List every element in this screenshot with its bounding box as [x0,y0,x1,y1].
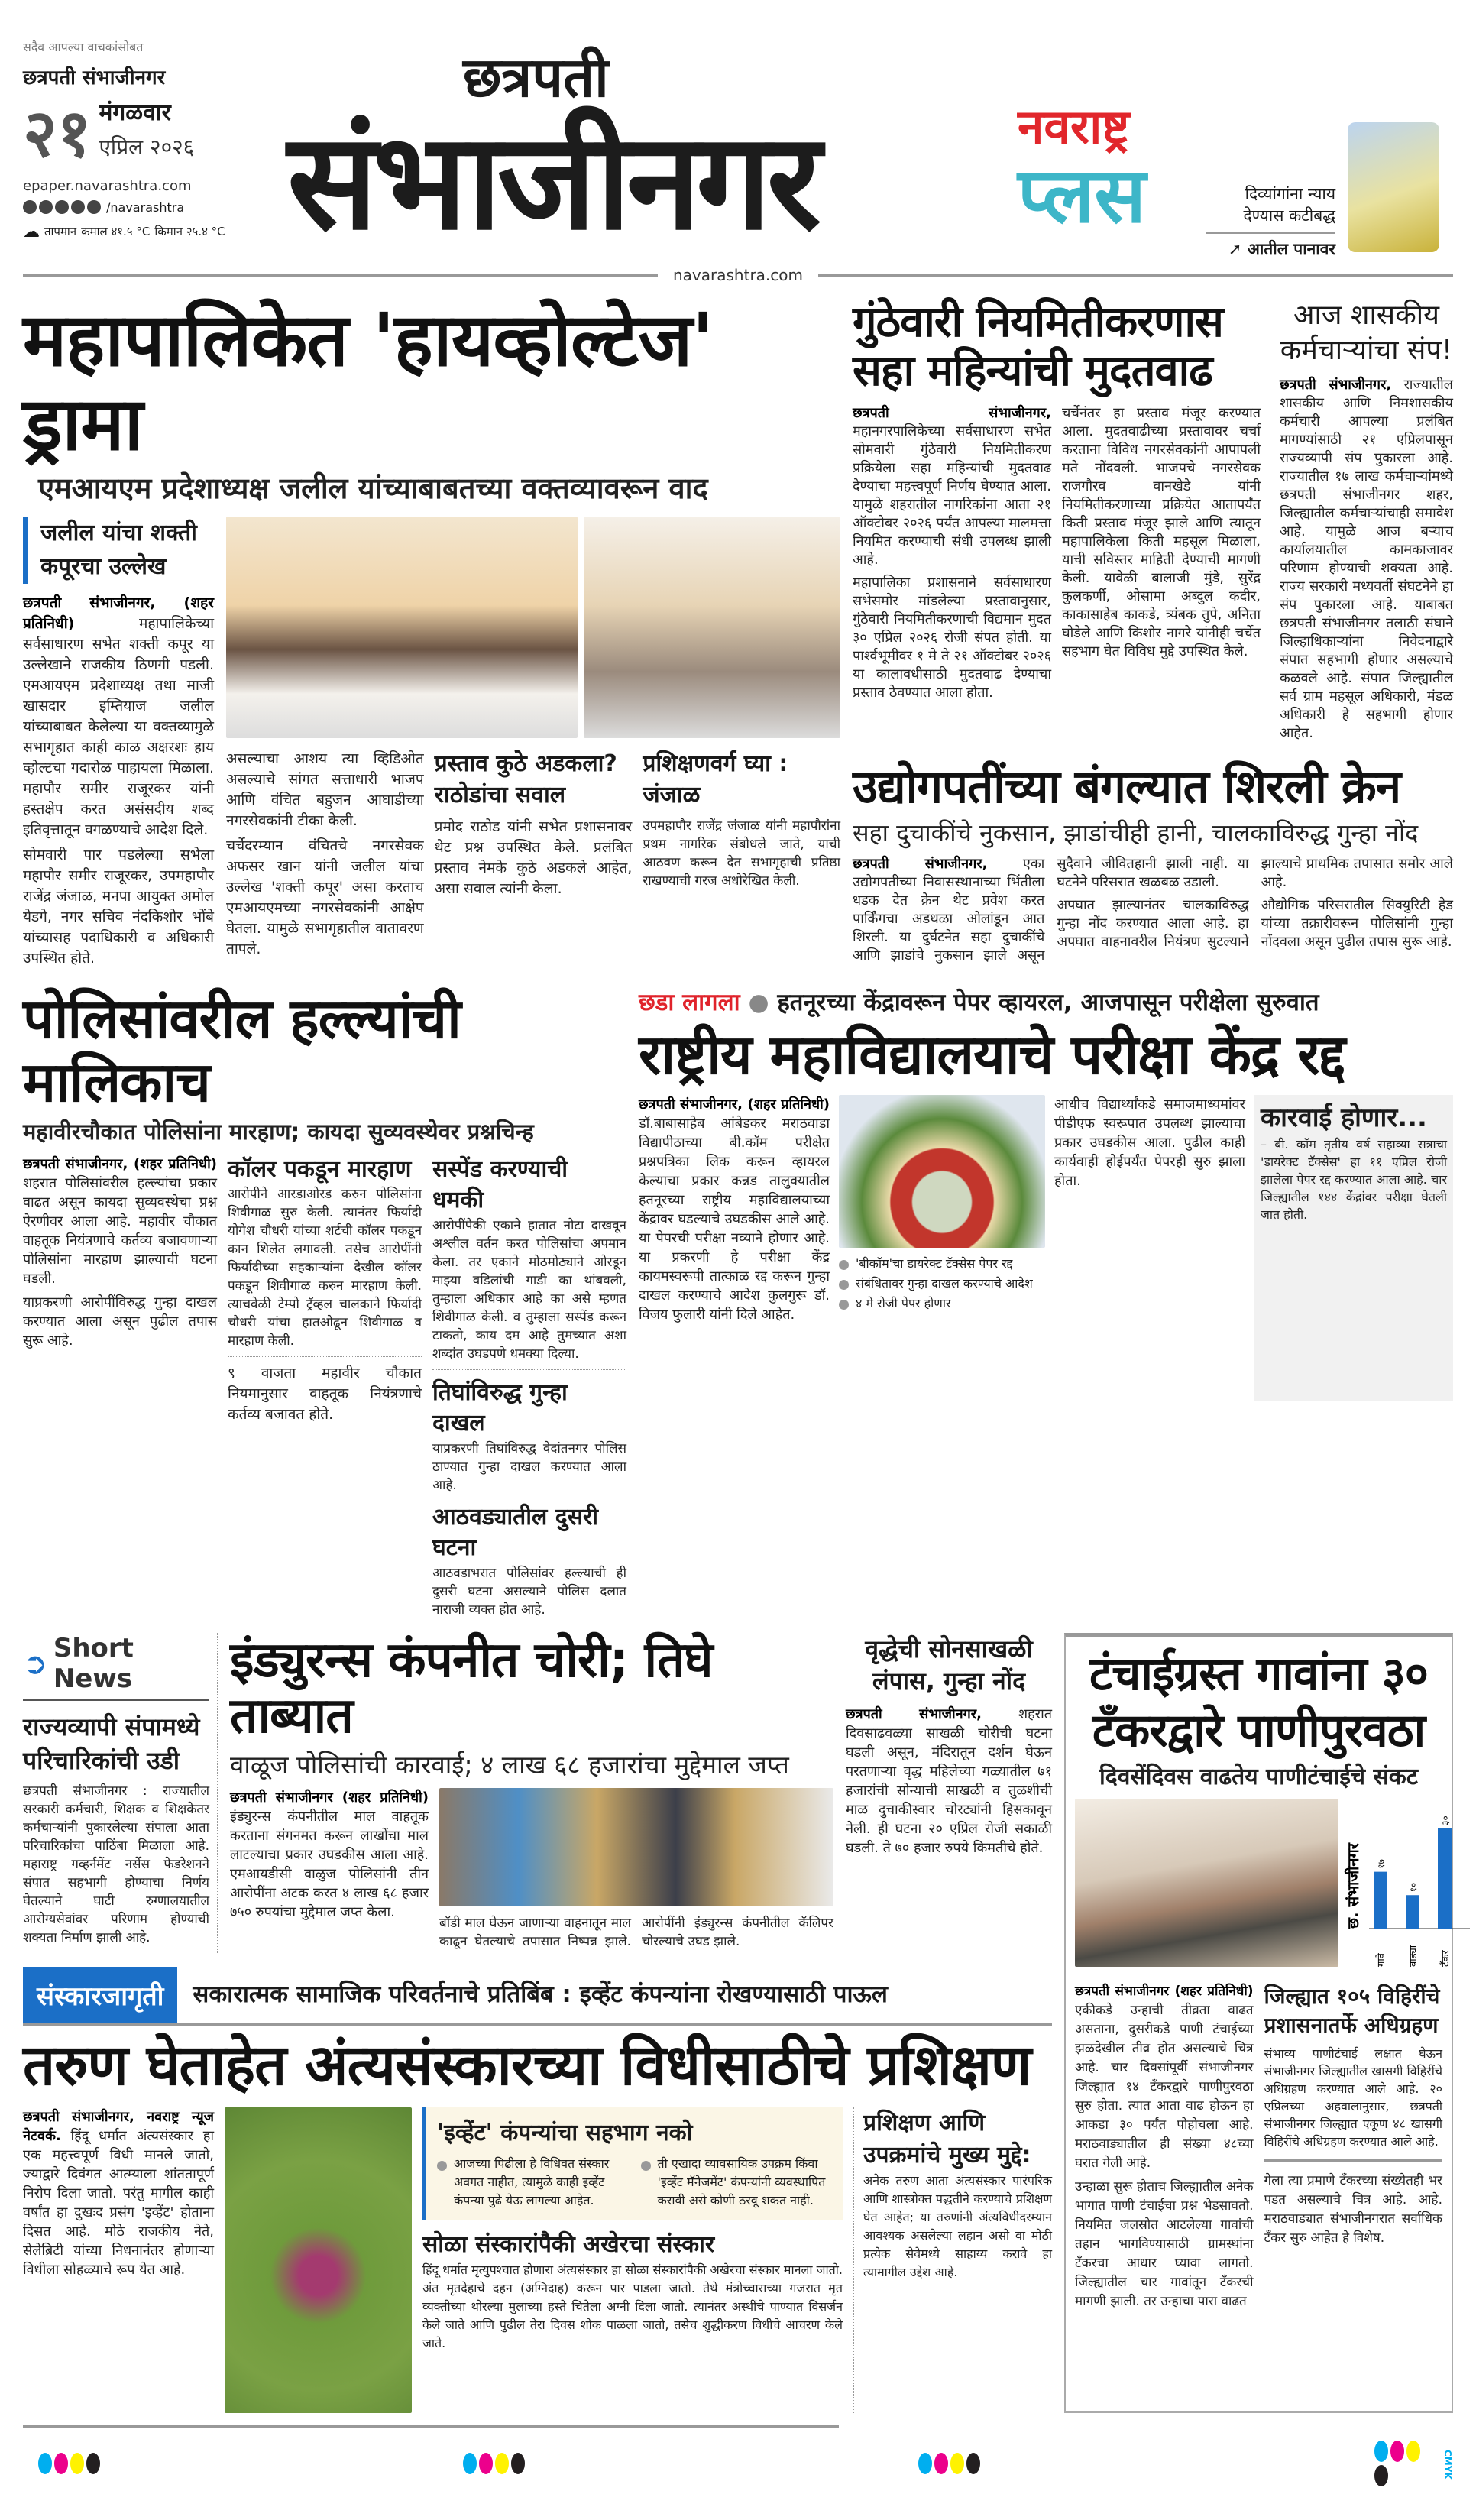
dateline: छत्रपती संभाजीनगर, (शहर प्रतिनिधी) [23,1155,217,1172]
paragraph: आधीच विद्यार्थ्यांकडे समाजमाध्यमांवर पीडीएफ स्वरूपात उपलब्ध झाल्याचा प्रकार उघडकीस आला. पुढील काही कार्यवाही होईपर्यंत पेपरही सुरु झाला होता. [1054,1096,1245,1190]
paragraph: प्रमोद राठोड यांनी सभेत प्रशासनावर थेट प्रश्न उपस्थित केले. प्रलंबित प्रस्ताव नेमके कुठे अडकले आहेत, असा सवाल त्यांनी केला. [434,818,633,898]
paragraph: असल्याचा आशय त्या व्हिडिओत असल्याचे सांगत सत्ताधारी भाजप आणि वंचित बहुजन आघाडीच्या नगरसेवकांनी टीका केली. [226,750,424,830]
paragraph: अनेक तरुण आता अंत्यसंस्कार पारंपरिक आणि शास्त्रोक्त पद्धतीने करण्याचे प्रशिक्षण घेत आहेत; या तरुणांनी अंत्यविधीदरम्यान आवश्यक असलेल्या लहान असो वा मोठी प्रत्येक सेवेमध्ये साहाय्य करावे हा त्यामागील उद्देश आहे. [863,2172,1052,2279]
action-box [1254,1095,1453,1401]
paragraph: राज्यातील शासकीय आणि निमशासकीय कर्मचारी आपल्या प्रलंबित मागण्यांसाठी २१ एप्रिलपासून राज्यव्यापी संप पुकारला आहे. राज्यातील १७ लाख कर्मचाऱ्यांमध्ये छत्रपती संभाजीनगर शहर, जिल्ह्यातील कर्मचाऱ्यांचाही समावेश आहे. यामुळे आज बऱ्याच कार्यालयातील कामकाजावर परिणाम होण्याची शक्यता आहे. राज्य सरकारी मध्यवर्ती संघटनेने हा संप पुकारला आहे. याबाबत छत्रपती संभाजीनगर तलाठी संघाने जिल्हाधिकाऱ्यांना निवेदनाद्वारे संपात सहभागी होणार असल्याचे कळवले आहे. संपात जिल्ह्यातील सर्व ग्राम महसूल अधिकारी, मंडळ अधिकारी हे सहभागी होणार आहेत. [1280,377,1453,741]
chart-bar [1406,1895,1419,1929]
paragraph: उपमहापौर राजेंद्र जंजाळ यांनी महापौरांना प्रथम नागरिक संबोधले जाते, याची आठवण करून देत सभागृहाची प्रतिष्ठा राखण्याची गरज अधोरेखित केली. [643,818,840,889]
dateline: छत्रपती संभाजीनगर, [1280,377,1392,393]
paragraph: महानगरपालिकेच्या सर्वसाधारण सभेत सोमवारी गुंठेवारी नियमितीकरण प्रक्रियेला सहा महिन्यांची मुदतवाढ देण्याचा महत्त्वपूर्ण निर्णय घेण्यात आला. यामुळे शहरातील नागरिकांना आता २१ ऑक्टोबर २०२६ पर्यंत आपल्या मालमत्ता नियमित करण्याची संधी उपलब्ध झाली आहे. [853,423,1051,568]
paragraph: महापालिकेच्या सर्वसाधारण सभेत शक्ती कपूर या उल्लेखाने राजकीय ठिणगी पडली. एमआयएम प्रदेशाध्यक्ष तथा माजी खासदार इम्तियाज जलील यांच्याबाबत केलेल्या या वक्तव्यामुळे सभागृहात काही काळ अक्षरशः हाय व्होल्टचा गदारोळ पाहायला मिळाला. महापौर समीर राजूरकर यांनी हस्तक्षेप करत असंसदीय शब्द इतिवृत्तातून वगळण्याचे आदेश दिले. [23,615,214,839]
paragraph: महापालिका प्रशासनाने सर्वसाधारण सभेसमोर मांडलेल्या प्रस्तावानुसार, गुंठेवारी नियमितीकरणाची विद्यमान मुदत ३० एप्रिल २०२६ रोजी संपत होती. या पार्श्वभूमीवर १ मे ते २१ ऑक्टोबर २०२६ या कालावधीसाठी मुदतवाढ देण्याचा प्रस्ताव ठेवण्यात आला होता. [853,574,1051,701]
gunthewari-body [853,404,1261,702]
police-subheadline: महावीरचौकात पोलिसांना मारहाण; कायदा सुव्यवस्थेवर प्रश्नचिन्ह [23,1118,534,1145]
lead-headline: महापालिकेत 'हायव्होल्टेज' ड्रामा [23,297,714,468]
insurance-subheadline: वाळूज पोलिसांची कारवाई; ४ लाख ६८ हजारांचा मुद्देमाल जप्त [230,1749,789,1780]
masthead-rule-right [818,274,1453,277]
event-box [422,2107,843,2221]
chart-title: छ. संभाजीनगर [1344,1842,1362,1929]
lead-story [23,298,840,973]
exam-col3 [1054,1095,1245,1401]
paragraph: ९ वाजता महावीर चौकात नियमानुसार वाहतूक नियंत्रणाचे कर्तव्य बजावत होते. [228,1365,422,1424]
subhead: प्रशिक्षण आणि उपक्रमांचे मुख्य मुद्दे: [863,2109,1031,2169]
paragraph: सोमवारी पार पडलेल्या सभेला महापौर समीर राजूरकर, उपमहापौर राजेंद्र जंजाळ, मनपा आयुक्त अमोल येडगे, नगर सचिव नंदकिशोर भोंबे यांच्यासह पदाधिकारी व अधिकारी उपस्थित होते. [23,847,214,967]
masthead [23,0,1453,260]
police-col3 [432,1155,626,1619]
insurance-col2 [439,1914,833,1953]
cmyk-marks [1374,2441,1438,2489]
paragraph: छत्रपती संभाजीनगर : राज्यातील सरकारी कर्मचारी, शिक्षक व शिक्षकेतर कर्मचाऱ्यांनी पुकारलेल्या संपाला आता परिचारिकांचा पाठिंबा मिळाला आहे. महाराष्ट्र गव्हर्नमेंट नर्सेस फेडरेशनने संपात सहभागी होण्याचा निर्णय घेतल्याने घाटी रुग्णालयातील आरोग्यसेवांवर परिणाम होण्याची शक्यता निर्माण झाली आहे. [23,1783,209,1945]
website[interactable]: navarashtra.com [673,266,803,284]
subhead: सोळा संस्कारांपैकी अखेरचा संस्कार [422,2231,715,2259]
paragraph: चर्चेदरम्यान वंचितचे नगरसेवक अफसर खान यांनी जलील यांचा उल्लेख 'शक्ती कपूर' असा करताच एमआयएमच्या नगरसेवकांनी आक्षेप घेतला. यामुळे सभागृहातील वातावरण तापले. [226,837,424,958]
water-box [1064,1633,1453,2413]
x-icon[interactable] [55,200,69,214]
lead-box-proposal [435,749,633,964]
promo-link: आतील पानावर [1247,240,1335,258]
paragraph: उन्हाळा सुरू होताच जिल्ह्यातील अनेक भागात पाणी टंचाईचा प्रश्न भेडसावतो. नियमित जलस्रोत आटलेल्या गावांची तहान भागविण्यासाठी ग्रामस्थांना टँकरचा आधार घ्यावा लागतो. जिल्ह्यातील चार गावांतून टँकरची मागणी झाली. तर उन्हाचा पारा वाढत [1075,2178,1254,2309]
promo-photo [1348,122,1439,252]
dateline: छत्रपती संभाजीनगर, (शहर प्रतिनिधी) [23,594,214,633]
crane-headline: उद्योगपतींच्या बंगल्यात शिरली क्रेन [853,760,1401,814]
dateline: छत्रपती संभाजीनगर (शहर प्रतिनिधी) [230,1789,429,1806]
water-subheadline: दिवसेंदिवस वाढतेय पाणीटंचाईचे संकट [1099,1763,1418,1790]
social-handle: /navarashtra [106,199,185,215]
police-story [23,987,626,1618]
paragraph: डॉ.बाबासाहेब आंबेडकर मराठवाडा विद्यापीठाच्या बी.कॉम परीक्षेत प्रश्नपत्रिका लिक करून व्हायरल केल्याचा प्रकार कन्नड तालुक्यातील हतनूरच्या राष्ट्रीय महाविद्यालयाच्या केंद्रावर घडल्याचे उघडकीस आले आहे. या पेपरची परीक्षा नव्याने होणार आहे. या प्रकरणी हे परीक्षा केंद्र कायमस्वरूपी तात्काळ रद्द करून गुन्हा दाखल करण्याचे आदेश कुलगुरू डॉ. विजय फुलारी यांनी दिले आहेत. [639,1116,830,1323]
youtube-icon[interactable] [71,200,85,214]
title-small: छत्रपती [463,45,609,109]
chain-body [846,1705,1052,1858]
dateline: छत्रपती संभाजीनगर, [846,1705,982,1722]
cmyk-marks [918,2453,1374,2477]
bar-value-label: १७ [1376,1858,1387,1869]
weekday: मंगळवार [99,99,171,126]
brand-bottom: प्लस [1018,151,1146,241]
linkedin-icon[interactable] [87,200,101,214]
short-news-icon: ➲ [23,1646,47,1680]
caption: संबंधितावर गुन्हा दाखल करण्याचे आदेश [839,1274,1045,1294]
instagram-icon[interactable] [39,200,53,214]
bar-category-label: गावे [1376,1952,1387,1967]
short-news-label: Short News [53,1632,134,1694]
police-headline: पोलिसांवरील हल्ल्यांची मालिकाच [23,986,461,1115]
box-head: 'इव्हेंट' कंपन्यांचा सहभाग नको [437,2119,693,2146]
exam-headline: राष्ट्रीय महाविद्यालयाचे परीक्षा केंद्र रद्द [639,1022,1345,1087]
funeral-col1 [23,2107,214,2413]
paragraph: संभाव्य पाणीटंचाई लक्षात घेऊन संभाजीनगर जिल्ह्यातील खासगी विहिरींचे अधिग्रहण करण्यात आले आहे. २० एप्रिलच्या अहवालानुसार, छत्रपती संभाजीनगर जिल्ह्यात एकूण ४८ खासगी विहिरींचे अधिग्रहण करण्यात आले आहे. [1264,2045,1443,2162]
dateline: छत्रपती संभाजीनगर, [853,856,988,873]
points-section [853,2107,1052,2413]
tagline: सदैव आपल्या वाचकांसोबत [23,40,144,54]
paragraph: हिंदू धर्मात अंत्यसंस्कार हा एक महत्त्वपूर्ण विधी मानले जातो, ज्याद्वारे दिवंगत आत्म्याला शांततापूर्ण निरोप दिला जातो. परंतु मागील काही वर्षांत हा दुखःद प्रसंग 'इव्हेंट' होताना दिसत आहे. मोठे राजकीय नेते, सेलेब्रिटी यांच्या निधनानंतर होणाऱ्या विधीला सोहळ्याचे रूप येत आहे. [23,2127,214,2278]
paragraph: हिंदू धर्मात मृत्युपश्चात होणारा अंत्यसंस्कार हा सोळा संस्कारांपैकी अखेरचा संस्कार मानला जातो. अंत मृतदेहाचे दहन (अग्निदाह) करून पार पाडला जातो. तेथे मंत्रोच्चाराच्या गजरात मृत व्यक्तीच्या थोरल्या मुलाच्या हस्ते चितेला अग्नी दिला जातो. त्यानंतर अस्थींचे पाण्यात विसर्जन केले जाते आणि पुढील तेरा दिवस शोक पाळला जातो, तसेच शुद्धीकरण विधीचे आचरण केले जाते. [422,2262,843,2350]
title-big: संभाजीनगर [287,104,817,260]
caption: ४ मे रोजी पेपर होणार [839,1294,1045,1313]
water-tanker-photo [1075,1799,1338,1967]
crane-story [853,761,1453,965]
facebook-icon[interactable] [23,200,37,214]
bullet-point: आजच्या पिढीला हे विधिवत संस्कार अवगत नाहीत, त्यामुळे काही इव्हेंट कंपन्या पुढे येऊ लागल्या आहेत. [437,2155,629,2210]
lead-side-head [23,517,214,584]
date-day: २१ [23,96,92,172]
police-col2 [228,1155,422,1619]
exam-col1 [639,1095,830,1401]
brand-block [1018,38,1193,241]
funeral-headline: तरुण घेताहेत अंत्यसंस्कारच्या विधीसाठीचे प्रशिक्षण [23,2032,1031,2098]
paragraph: शहरात दिवसाढवळ्या साखळी चोरीची घटना घडली असून, मंदिरातून दर्शन घेऊन परतणाऱ्या वृद्ध महिलेच्या गळ्यातील ७१ हजारांची सोन्याची साखळी व तुळशीची माळ दुचाकीस्वार चोरट्यांनी हिसकावून नेली. ही घटना २० एप्रिल रोजी सकाळी घडली. ते ७० हजार रुपये किमतीचे होते. [846,1705,1052,1856]
bar-value-label: ३० [1440,1816,1451,1825]
weather-label: तापमान [44,225,77,239]
lead-box-training [643,749,840,964]
funeral-training-photo [225,2107,412,2413]
kicker-text: हतनूरच्या केंद्रावरून पेपर व्हायरल, आजपासून परीक्षेला सुरुवात [777,989,1319,1017]
paragraph: – बी. कॉम तृतीय वर्ष सहाव्या सत्राचा 'डायरेक्ट टॅक्सेस' हा ११ एप्रिल रोजी झालेला पेपर रद्द करण्यात आला आहे. चार जिल्ह्यातील १४४ केंद्रांवर परीक्षा घेतली जात होती. [1261,1136,1447,1222]
short-news-headline: राज्यव्यापी संपामध्ये परिचारिकांची उडी [23,1712,200,1775]
lead-col2 [226,749,424,964]
bullet-point: ती एखादा व्यावसायिक उपक्रम किंवा 'इव्हेंट मॅनेजमेंट' कंपन्यांनी व्यवस्थापित करावी असे कोणी ठरवू शकत नाही. [641,2155,833,2210]
masthead-rule-left [23,274,658,277]
bar-category-label: वाड्या [1408,1945,1419,1967]
dateline: छत्रपती संभाजीनगर, (शहर प्रतिनिधी) [639,1096,830,1113]
wells-box [1264,1982,1443,2316]
paragraph: चर्चेनंतर हा प्रस्ताव मंजूर करण्यात आला. मुदतवाढीच्या प्रस्तावावर चर्चा करताना विविध नगरसेवकांनी आपापली मते नोंदवली. भाजपचे नगरसेवक राजगौरव वानखेडे यांनी नियमितीकरणाच्या प्रक्रियेत आतापर्यंत किती प्रस्ताव मंजूर झाले आणि त्यातून महापालिकेला किती महसूल मिळाला, याची सविस्तर माहिती देण्याची मागणी केली. यावेळी बालाजी मुंडे, सुरेंद्र कुलकर्णी, ओसामा अब्दुल कदीर, काकासाहेब काकडे, त्र्यंबक तुपे, अनिता घोडेले आणि किशोर नागरे यांनीही चर्चेत सहभाग घेत विविध मुद्दे उपस्थित केले. [1062,404,1261,659]
box-head: कारवाई होणार... [1261,1103,1427,1134]
box-head: प्रस्ताव कुठे अडकला? राठोडांचा सवाल [434,750,617,808]
edition-info [23,38,275,241]
police-col1 [23,1155,217,1619]
dateline: छत्रपती संभाजीनगर (शहर प्रतिनिधी) [1075,1983,1254,1999]
dateline: छत्रपती संभाजीनगर, नवराष्ट्र न्यूज नेटवर्क. [23,2108,214,2144]
promo-box[interactable] [1206,38,1335,260]
chain-headline: वृद्धेची सोनसाखळी लंपास, गुन्हा नोंद [865,1634,1033,1696]
temp-max: कमाल ४१.५ °C [81,225,151,239]
insurance-headline: इंड्युरन्स कंपनीत चोरी; तिघे ताब्यात [230,1631,713,1745]
chart-bar [1438,1828,1452,1929]
subhead: सस्पेंड करण्याची धमकी [432,1155,568,1214]
caption: 'बीकॉम'चा डायरेक्ट टॅक्सेस पेपर रद्द [839,1254,1045,1274]
box-head: जिल्ह्यात १०५ विहिरींचे प्रशासनातर्फे अधिग्रहण [1264,1983,1440,2038]
exam-captions [839,1254,1045,1313]
strike-headline: आज शासकीय कर्मचाऱ्यांचा संप! [1280,300,1453,366]
paragraph: बॉडी माल घेऊन जाणाऱ्या वाहनातून माल काढून घेतल्याचे तपासात निष्पन्न झाले. आरोपींनी इंड्युरन्स कंपनीतील कॅलिपर चोरल्याचे उघड झाले. [439,1915,833,1949]
tanker-chart [1343,1799,1452,1974]
exam-kicker [639,987,1453,1018]
paragraph: इंड्युरन्स कंपनीतील माल वाहतूक करताना संगनमत करून लाखोंचा माल लाटल्याचा प्रकार उघडकीस आला आहे. एमआयडीसी वाळुज पोलिसांनी तीन आरोपींना अटक करत ४ लाख ६८ हजार ७५० रुपयांचा मुद्देमाल जप्त केला. [230,1808,429,1920]
lead-subheadline: एमआयएम प्रदेशाध्यक्ष जलील यांच्याबाबतच्या वक्तव्यावरून वाद [38,471,708,505]
cmyk-label: CMYK [1442,2450,1453,2480]
dateline: छत्रपती संभाजीनगर, [853,404,1051,421]
bar-value-label: १० [1408,1882,1419,1893]
cmyk-marks [38,2453,463,2477]
subhead: तिघांविरुद्ध गुन्हा दाखल [432,1378,568,1437]
section-tag: संस्कारजागृती [23,1967,177,2023]
police-team-photo [439,1788,833,1906]
paragraph: गेला त्या प्रमाणे टँकरच्या संख्येतही भर पडत असल्याचे चित्र आहे. आहे. मराठवाड्यात संभाजीनगरात सर्वाधिक टँकर सुरु आहेत हे विशेष. [1264,2172,1442,2246]
epaper-link[interactable]: epaper.navarashtra.com [23,177,192,194]
paragraph: याप्रकरणी तिघांविरुद्ध वेदांतनगर पोलिस ठाण्यात गुन्हा दाखल करण्यात आला आहे. [432,1440,626,1493]
kicker-text: सकारात्मक सामाजिक परिवर्तनाचे प्रतिबिंब : इव्हेंट कंपन्यांना रोखण्यासाठी पाऊल [193,1981,888,2009]
chain-story [846,1633,1052,1953]
strike-body [1280,376,1453,743]
promo-text: दिव्यांगांना न्याय देण्यास कटीबद्ध [1243,185,1335,225]
paragraph: एका उद्योगपतीच्या निवासस्थानाच्या भिंतीला धडक देत क्रेन थेट प्रवेश करत पार्किंगचा अडथळा ओलांडून आत शिरली. या दुर्घटनेत सहा दुचाकींचे आणि झाडांचे नुकसान झाले असून सुदैवाने जीवितहानी झाली नाही. या घटनेने परिसरात खळबळ उडाली. [853,856,1249,964]
crane-body [853,855,1453,965]
right-top [853,298,1453,973]
chart-bar [1374,1871,1387,1928]
strike-story [1270,298,1453,747]
paragraph: शहरात पोलिसांवरील हल्ल्यांचा प्रकार वाढत असून कायदा सुव्यवस्थेचा प्रश्न ऐरणीवर आला आहे. महावीर चौकात वाहतूक नियंत्रणाचे कर्तव्य बजावणाऱ्या पोलिसांना मारहाण झाल्याची घटना घडली. [23,1174,217,1287]
bar-category-label: टँकर [1440,1949,1452,1967]
funeral-story [23,1967,1052,2413]
temp-min: किमान २५.४ °C [154,225,225,239]
short-news [23,1633,218,1953]
paragraph: आरोपींपैकी एकाने हातात नोटा दाखवून अश्लील वर्तन करत पोलिसांचा अपमान केला. तर एकाने मोठमोठ्याने ओरडून माझ्या वडिलांची गाडी का थांबवली, तुम्हाला अधिकार आहे का असे म्हणत शिवीगाळ केली. व तुम्हाला सस्पेंड करून टाकतो, काय दम आहे तुमच्यात अशा शब्दांत उघडपणे धमक्या दिल्या. [432,1216,626,1370]
gunthewari-story [853,298,1261,747]
subhead: आठवड्यातील दुसरी घटना [432,1503,599,1562]
bullet-icon: ● [748,989,769,1017]
paragraph: एकीकडे उन्हाची तीव्रता वाढत असताना, दुसरीकडे पाणी टंचाईच्या झळदेखील तीव्र होत असल्याचे चित्र आहे. चार दिवसांपूर्वी संभाजीनगर जिल्ह्यात १४ टँकरद्वारे पाणीपुरवठा सुरु होता. त्यात आता वाढ होऊन हा आकडा ३० पर्यंत पोहोचला आहे. मराठवाड्यातील ही संख्या ४८च्या घरात गेली आहे. [1075,2002,1254,2171]
lead-col1 [23,593,214,969]
arrow-icon: ➚ [1228,240,1242,258]
kicker-tag: छडा लागला [639,989,740,1017]
crane-subheadline: सहा दुचाकींचे नुकसान, झाडांचीही हानी, चालकाविरुद्ध गुन्हा नोंद [853,818,1419,847]
bottom-rule [23,2425,839,2428]
university-gate-photo [839,1095,1045,1248]
insurance-col1 [230,1788,429,1953]
edition-name: छत्रपती संभाजीनगर [23,66,166,89]
water-body [1075,1982,1254,2316]
side-head-text: जलील यांचा शक्ती कपूरचा उल्लेख [40,520,197,581]
print-marks-row [23,2441,1453,2489]
cmyk-marks [463,2453,918,2477]
last-rite-section [422,2230,843,2353]
exam-story [639,987,1453,1618]
funeral-kicker-bar [23,1967,1052,2026]
brand-top: नवराष्ट्र [1018,99,1130,154]
paragraph: अपघात झाल्यानंतर चालकाविरुद्ध गुन्हा नोंद करण्यात आला आहे. हा अपघात वाहनावरील नियंत्रण सुटल्याने झाल्याचे प्राथमिक तपासात समोर आले आहे. [1057,856,1453,951]
insurance-story [230,1633,833,1953]
subhead: कॉलर पकडून मारहाण [228,1155,412,1183]
box-head: प्रशिक्षणवर्ग घ्या : जंजाळ [643,750,788,808]
gunthewari-headline: गुंठेवारी नियमितीकरणास सहा महिन्यांची मुदतवाढ [853,297,1223,397]
month-year: एप्रिल २०२६ [99,134,195,160]
paragraph: आठवडाभरात पोलिसांवर हल्ल्याची ही दुसरी घटना असल्याने पोलिस दलात नाराजी व्यक्त होत आहे. [432,1565,626,1618]
water-headline: टंचाईग्रस्त गावांना ३० टँकरद्वारे पाणीपुरवठा [1089,1647,1428,1757]
masthead-rule-row [23,266,1453,284]
title-block [287,38,1005,260]
lead-photo-2 [584,517,840,738]
paragraph: याप्रकरणी आरोपींविरुद्ध गुन्हा दाखल करण्यात आला असून पुढील तपास सुरू आहे. [23,1294,217,1349]
lead-photo-1 [226,517,578,738]
weather-icon: ☁ [23,222,40,241]
paragraph: औद्योगिक परिसरातील सिक्युरिटी हेड यांच्या तक्रारीवरून पोलिसांनी गुन्हा नोंदवला असून पुढील तपास सुरू आहे. [1261,897,1453,951]
paragraph: आरोपीने आरडाओरड करुन पोलिसांना शिवीगाळ सुरु केली. त्यानंतर फिर्यादी योगेश चौधरी यांच्या शर्टची कॉलर पकडून कान शिलेत लगावली. तसेच आरोपींनी फिर्यादीच्या सहकाऱ्यांना देखील कॉलर पकडून शिवीगाळ करुन मारहाण केली. त्याचवेळी टेम्पो ट्रॅव्हल चालकाने फिर्यादी चौधरी यांचा हातओढून शिवीगाळ व मारहाण केली. [228,1185,422,1357]
